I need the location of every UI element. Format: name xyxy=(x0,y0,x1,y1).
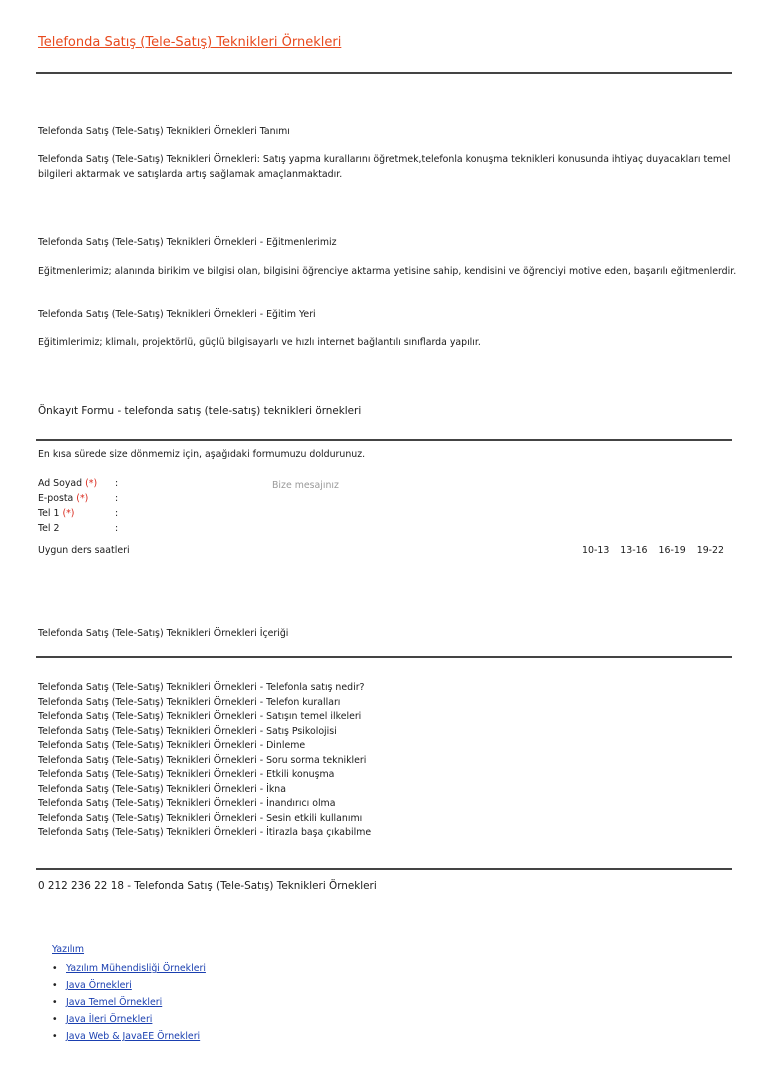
tel1-field[interactable]: : xyxy=(115,508,119,519)
hour-option[interactable]: 13-16 xyxy=(620,545,648,556)
form-intro: En kısa sürede size dönmemiz için, aşağıdaki formumuzu doldurunuz. xyxy=(38,449,366,460)
tel1-label: Tel 1 (*) xyxy=(38,508,75,519)
definition-text: Telefonda Satış (Tele-Satış) Teknikleri Örnekleri: Satış yapma kurallarını öğretmek,telefonla konuşma teknikleri konusunda ihtiyaç duyacakları temel bilgileri aktarmak ve satışlarda artış sağlamak amaçlanmaktadır. xyxy=(38,154,731,180)
definition-heading: Telefonda Satış (Tele-Satış) Teknikleri Örnekleri Tanımı xyxy=(38,126,290,137)
related-link[interactable]: Java Web & JavaEE Örnekleri xyxy=(66,1031,201,1042)
list-item xyxy=(50,960,206,977)
contact-line: 0 212 236 22 18 - Telefonda Satış (Tele-Satış) Teknikleri Örnekleri xyxy=(38,880,377,892)
list-item xyxy=(50,994,206,1011)
tel2-field[interactable]: : xyxy=(115,523,119,534)
venue-text: Eğitimlerimiz; klimalı, projektörlü, güçlü bilgisayarlı ve hızlı internet bağlantılı sınıflarda yapılır. xyxy=(38,337,481,348)
divider xyxy=(36,439,732,441)
hours-options xyxy=(574,544,724,559)
divider xyxy=(36,72,732,74)
hour-option[interactable]: 19-22 xyxy=(696,545,724,556)
related-link[interactable]: Java İleri Örnekleri xyxy=(66,1014,153,1025)
venue-heading: Telefonda Satış (Tele-Satış) Teknikleri Örnekleri - Eğitim Yeri xyxy=(38,309,316,320)
name-label: Ad Soyad (*) xyxy=(38,478,98,489)
list-item: Telefonda Satış (Tele-Satış) Teknikleri Örnekleri - Sesin etkili kullanımı xyxy=(38,812,363,824)
bullet-icon: • xyxy=(52,980,58,991)
related-link[interactable]: Java Temel Örnekleri xyxy=(66,997,163,1008)
page-title-link[interactable]: Telefonda Satış (Tele-Satış) Teknikleri Örnekleri xyxy=(38,35,342,50)
list-item: Telefonda Satış (Tele-Satış) Teknikleri Örnekleri - Etkili konuşma xyxy=(38,769,335,781)
divider xyxy=(36,656,732,658)
bullet-icon: • xyxy=(52,997,58,1008)
bullet-icon: • xyxy=(52,963,58,974)
divider xyxy=(36,868,732,870)
related-link[interactable]: Java Örnekleri xyxy=(66,980,132,991)
bullet-icon: • xyxy=(52,1014,58,1025)
bullet-icon: • xyxy=(52,1031,58,1042)
list-item: Telefonda Satış (Tele-Satış) Teknikleri Örnekleri - İtirazla başa çıkabilme xyxy=(38,827,372,839)
list-item xyxy=(50,1028,206,1045)
related-links xyxy=(50,944,206,1045)
email-field[interactable]: : xyxy=(115,493,119,504)
contents-heading: Telefonda Satış (Tele-Satış) Teknikleri Örnekleri İçeriği xyxy=(38,628,289,639)
list-item: Telefonda Satış (Tele-Satış) Teknikleri Örnekleri - Telefon kuralları xyxy=(38,696,341,708)
message-textarea[interactable]: Bize mesajınız xyxy=(272,480,339,491)
category-link[interactable]: Yazılım xyxy=(52,944,85,955)
list-item: Telefonda Satış (Tele-Satış) Teknikleri Örnekleri - İkna xyxy=(38,783,286,795)
name-field[interactable]: : xyxy=(115,478,119,489)
tel2-label: Tel 2 xyxy=(38,523,60,534)
list-item: Telefonda Satış (Tele-Satış) Teknikleri Örnekleri - İnandırıcı olma xyxy=(38,798,336,810)
form-heading: Önkayıt Formu - telefonda satış (tele-satış) teknikleri örnekleri xyxy=(38,405,362,417)
email-label: E-posta (*) xyxy=(38,493,89,504)
related-link[interactable]: Yazılım Mühendisliği Örnekleri xyxy=(66,963,206,974)
hours-label: Uygun ders saatleri xyxy=(38,545,130,556)
trainers-text: Eğitmenlerimiz; alanında birikim ve bilgisi olan, bilgisini öğrenciye aktarma yetisine sahip, kendisini ve öğrenciyi motive eden, başarılı eğitmenlerdir. xyxy=(38,266,737,277)
list-item xyxy=(50,977,206,994)
hour-option[interactable]: 16-19 xyxy=(658,545,686,556)
list-item: Telefonda Satış (Tele-Satış) Teknikleri Örnekleri - Satışın temel ilkeleri xyxy=(38,711,362,723)
list-item: Telefonda Satış (Tele-Satış) Teknikleri Örnekleri - Telefonla satış nedir? xyxy=(38,682,365,693)
contents-list xyxy=(38,681,371,841)
trainers-heading: Telefonda Satış (Tele-Satış) Teknikleri Örnekleri - Eğitmenlerimiz xyxy=(38,237,337,248)
list-item: Telefonda Satış (Tele-Satış) Teknikleri Örnekleri - Satış Psikolojisi xyxy=(38,725,337,737)
list-item xyxy=(50,1011,206,1028)
list-item: Telefonda Satış (Tele-Satış) Teknikleri Örnekleri - Soru sorma teknikleri xyxy=(38,754,367,766)
hour-option[interactable]: 10-13 xyxy=(582,545,610,556)
list-item: Telefonda Satış (Tele-Satış) Teknikleri Örnekleri - Dinleme xyxy=(38,740,306,752)
